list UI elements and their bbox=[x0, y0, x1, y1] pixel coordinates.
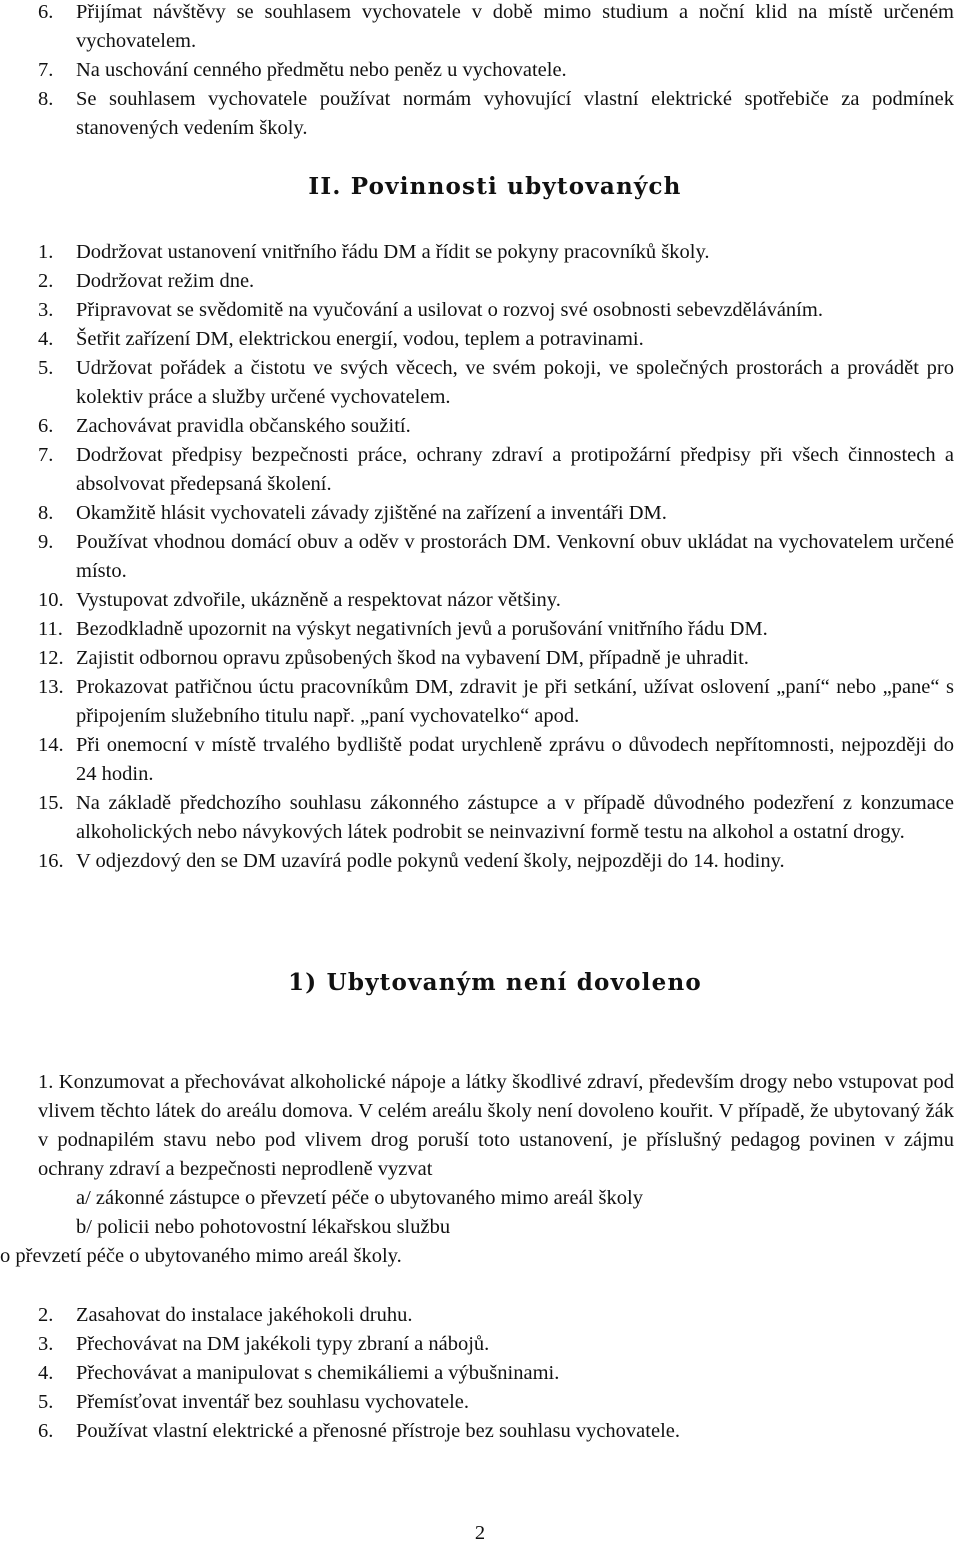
item-number: 13. bbox=[38, 676, 64, 698]
item-text: Se souhlasem vychovatele používat normám vyhovující vlastní elektrické spotřebiče za podmínek stanovených vedením školy. bbox=[76, 88, 954, 139]
item-number: 11. bbox=[38, 618, 63, 640]
list-item bbox=[0, 615, 960, 644]
item-number: 9. bbox=[38, 531, 54, 553]
item-text: Okamžitě hlásit vychovateli závady zjištěné na zařízení a inventáři DM. bbox=[76, 502, 667, 524]
item-text: Zajistit odbornou opravu způsobených škod na vybavení DM, případně je uhradit. bbox=[76, 647, 749, 669]
item-text: V odjezdový den se DM uzavírá podle pokynů vedení školy, nejpozději do 14. hodiny. bbox=[76, 850, 785, 872]
nedovoleno-intro: 1. Konzumovat a přechovávat alkoholické nápoje a látky škodlivé zdraví, především drogy nebo vstupovat pod vlivem těchto látek do areálu domova. V celém areálu školy není dovoleno kouřit. V případě, že ubytovaný žák v podnapilém stavu nebo pod vlivem drog poruší toto ustanovení, je příslušný pedagog povinen v zájmu ochrany zdraví a bezpečnosti neprodleně vyzvat bbox=[38, 1071, 954, 1180]
item-text: Přemísťovat inventář bez souhlasu vychovatele. bbox=[76, 1391, 470, 1413]
list-item bbox=[0, 354, 960, 412]
item-number: 16. bbox=[38, 850, 64, 872]
item-text: Připravovat se svědomitě na vyučování a usilovat o rozvoj své osobnosti sebevzděláváním. bbox=[76, 299, 823, 321]
item-number: 7. bbox=[38, 59, 54, 81]
item-number: 5. bbox=[38, 1391, 54, 1413]
item-text: Používat vhodnou domácí obuv a oděv v prostorách DM. Venkovní obuv ukládat na vychovatelem určené místo. bbox=[76, 531, 954, 582]
list-item bbox=[0, 85, 960, 143]
item-text: Zasahovat do instalace jakéhokoli druhu. bbox=[76, 1304, 413, 1326]
item-number: 8. bbox=[38, 502, 54, 524]
list-nedovoleno bbox=[0, 1301, 960, 1446]
item-number: 1. bbox=[38, 241, 54, 263]
list-item bbox=[0, 267, 960, 296]
item-number: 3. bbox=[38, 1333, 54, 1355]
item-number: 4. bbox=[38, 1362, 54, 1384]
item-text: Dodržovat předpisy bezpečnosti práce, ochrany zdraví a protipožární předpisy při všech činnostech a absolvovat předepsaná školení. bbox=[76, 444, 954, 495]
item-text: Vystupovat zdvořile, ukázněně a respektovat názor většiny. bbox=[76, 589, 561, 611]
list-item bbox=[0, 1388, 960, 1417]
list-item bbox=[0, 731, 960, 789]
list-item bbox=[0, 499, 960, 528]
item-number: 6. bbox=[38, 1, 54, 23]
list-item bbox=[0, 238, 960, 267]
list-povinnosti bbox=[0, 238, 960, 876]
item-number: 8. bbox=[38, 88, 54, 110]
item-text: Přijímat návštěvy se souhlasem vychovatele v době mimo studium a noční klid na místě určeném vychovatelem. bbox=[76, 1, 954, 52]
list-item bbox=[0, 1330, 960, 1359]
list-item bbox=[0, 528, 960, 586]
item-number: 6. bbox=[38, 415, 54, 437]
heading-nedovoleno: 1) Ubytovaným není dovoleno bbox=[288, 969, 702, 996]
item-number: 2. bbox=[38, 270, 54, 292]
list-item bbox=[0, 296, 960, 325]
item-text: Na uschování cenného předmětu nebo peněz u vychovatele. bbox=[76, 59, 567, 81]
list-top bbox=[0, 0, 960, 143]
item-text: Při onemocní v místě trvalého bydliště podat urychleně zprávu o důvodech nepřítomnosti, nejpozději do 24 hodin. bbox=[76, 734, 954, 785]
page-number: 2 bbox=[474, 1522, 486, 1544]
list-item bbox=[0, 789, 960, 847]
nedovoleno-sub-b: b/ policii nebo pohotovostní lékařskou službu bbox=[76, 1216, 451, 1238]
list-item bbox=[0, 325, 960, 354]
nedovoleno-tail: o převzetí péče o ubytovaného mimo areál školy. bbox=[0, 1245, 402, 1267]
list-item bbox=[0, 1359, 960, 1388]
list-item bbox=[0, 644, 960, 673]
item-text: Přechovávat na DM jakékoli typy zbraní a nábojů. bbox=[76, 1333, 490, 1355]
item-text: Zachovávat pravidla občanského soužití. bbox=[76, 415, 411, 437]
item-text: Přechovávat a manipulovat s chemikáliemi a výbušninami. bbox=[76, 1362, 560, 1384]
item-text: Prokazovat patřičnou úctu pracovníkům DM, zdravit je při setkání, užívat oslovení „paní“ nebo „pane“ s připojením služebního titulu např. „paní vychovatelko“ apod. bbox=[76, 676, 954, 727]
item-number: 5. bbox=[38, 357, 54, 379]
item-text: Šetřit zařízení DM, elektrickou energií, vodou, teplem a potravinami. bbox=[76, 328, 644, 350]
item-number: 12. bbox=[38, 647, 64, 669]
item-number: 14. bbox=[38, 734, 64, 756]
list-item bbox=[0, 673, 960, 731]
list-item bbox=[0, 586, 960, 615]
heading-povinnosti: II. Povinnosti ubytovaných bbox=[308, 173, 682, 200]
item-text: Na základě předchozího souhlasu zákonného zástupce a v případě důvodného podezření z konzumace alkoholických nebo návykových látek podrobit se neinvazivní formě testu na alkohol a ostatní drogy. bbox=[76, 792, 954, 843]
item-number: 15. bbox=[38, 792, 64, 814]
item-number: 4. bbox=[38, 328, 54, 350]
list-item bbox=[0, 847, 960, 876]
item-text: Dodržovat ustanovení vnitřního řádu DM a řídit se pokyny pracovníků školy. bbox=[76, 241, 710, 263]
item-number: 2. bbox=[38, 1304, 54, 1326]
list-item bbox=[0, 441, 960, 499]
item-text: Dodržovat režim dne. bbox=[76, 270, 255, 292]
list-item bbox=[0, 1301, 960, 1330]
item-number: 6. bbox=[38, 1420, 54, 1442]
item-text: Bezodkladně upozornit na výskyt negativních jevů a porušování vnitřního řádu DM. bbox=[76, 618, 768, 640]
item-text: Udržovat pořádek a čistotu ve svých věcech, ve svém pokoji, ve společných prostorách a provádět pro kolektiv práce a služby určené vychovatelem. bbox=[76, 357, 954, 408]
nedovoleno-intro-block bbox=[0, 1068, 954, 1271]
list-item bbox=[0, 412, 960, 441]
list-item bbox=[0, 1417, 960, 1446]
nedovoleno-sub-a: a/ zákonné zástupce o převzetí péče o ubytovaného mimo areál školy bbox=[76, 1187, 643, 1209]
item-text: Používat vlastní elektrické a přenosné přístroje bez souhlasu vychovatele. bbox=[76, 1420, 680, 1442]
list-item bbox=[0, 0, 960, 56]
list-item bbox=[0, 56, 960, 85]
item-number: 7. bbox=[38, 444, 54, 466]
item-number: 3. bbox=[38, 299, 54, 321]
item-number: 10. bbox=[38, 589, 64, 611]
